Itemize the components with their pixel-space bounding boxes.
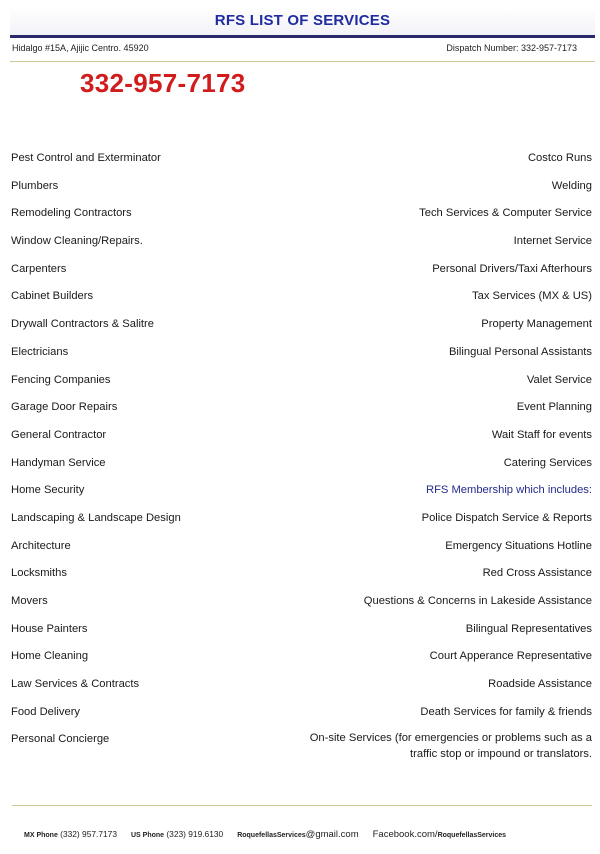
- service-item: Pest Control and Exterminator: [11, 152, 161, 164]
- service-item: Tech Services & Computer Service: [419, 207, 592, 220]
- service-item: Window Cleaning/Repairs.: [11, 235, 143, 248]
- facebook-page: RoquefellasServices: [437, 832, 507, 839]
- service-item: Tax Services (MX & US): [472, 290, 592, 303]
- mx-phone-number: (332) 957.7173: [60, 829, 117, 839]
- service-item: House Painters: [11, 622, 88, 635]
- footer-contacts: [24, 829, 506, 840]
- title-bar: [10, 8, 595, 38]
- service-item: Remodeling Contractors: [11, 207, 132, 220]
- main-phone-number: 332-957-7173: [80, 68, 246, 98]
- facebook-link[interactable]: [373, 829, 506, 840]
- service-item: Wait Staff for events: [491, 428, 592, 441]
- mx-phone: [24, 829, 117, 840]
- service-item: Personal Drivers/Taxi Afterhours: [432, 262, 592, 275]
- membership-item: Roadside Assistance: [488, 678, 592, 691]
- service-item: Electricians: [11, 345, 69, 358]
- membership-item: Questions & Concerns in Lakeside Assistance: [363, 595, 592, 607]
- service-item: Event Planning: [516, 401, 592, 414]
- membership-item: Court Apperance Representative: [429, 650, 592, 663]
- service-item: Cabinet Builders: [11, 290, 94, 303]
- membership-item: Police Dispatch Service & Reports: [421, 511, 592, 524]
- dispatch-number: Dispatch Number: 332-957-7173: [446, 43, 577, 53]
- bottom-divider: [12, 805, 592, 806]
- service-item: Landscaping & Landscape Design: [11, 511, 181, 524]
- mx-phone-label: MX Phone: [24, 832, 58, 839]
- address-row: [12, 43, 577, 53]
- service-item: Architecture: [11, 539, 71, 552]
- membership-item: Death Services for family & friends: [420, 705, 592, 718]
- address-text: Hidalgo #15A, Ajijic Centro. 45920: [12, 43, 149, 53]
- service-item: General Contractor: [11, 428, 107, 441]
- page-title: RFS LIST OF SERVICES: [214, 12, 391, 29]
- service-item: Home Security: [11, 484, 85, 497]
- top-divider: [10, 61, 595, 62]
- service-item: Home Cleaning: [11, 650, 89, 663]
- service-item: Carpenters: [11, 262, 67, 275]
- service-item: Catering Services: [503, 456, 592, 469]
- service-item: Costco Runs: [527, 152, 592, 164]
- service-item: Property Management: [481, 318, 592, 331]
- membership-item: On-site Services (for emergencies or problems such as a traffic stop or impound or translators.: [309, 732, 592, 761]
- service-item: Fencing Companies: [11, 373, 111, 386]
- membership-heading: RFS Membership which includes:: [425, 484, 592, 497]
- us-phone-label: US Phone: [130, 832, 165, 839]
- service-item: Valet Service: [526, 373, 592, 386]
- right-services-list: [280, 145, 592, 762]
- email-user: RoquefellasServices: [237, 832, 306, 839]
- us-phone: [131, 829, 223, 840]
- service-item: Handyman Service: [11, 456, 106, 469]
- email-address[interactable]: [237, 829, 358, 840]
- membership-item: Red Cross Assistance: [482, 567, 592, 580]
- service-item: Internet Service: [513, 235, 592, 248]
- service-item: Plumbers: [11, 179, 59, 192]
- service-item: Movers: [11, 595, 48, 607]
- service-item: Personal Concierge: [11, 733, 110, 746]
- service-item: Drywall Contractors & Salitre: [11, 318, 154, 331]
- service-item: Welding: [551, 179, 592, 192]
- left-services-list: [11, 145, 271, 754]
- service-item: Locksmiths: [11, 567, 67, 580]
- facebook-prefix: Facebook.com/: [372, 829, 438, 840]
- service-item: Food Delivery: [11, 705, 81, 718]
- email-domain: @gmail.com: [305, 829, 359, 840]
- service-item: Law Services & Contracts: [11, 678, 140, 691]
- service-item: Bilingual Personal Assistants: [448, 345, 592, 358]
- us-phone-number: (323) 919.6130: [166, 829, 224, 839]
- service-item: Garage Door Repairs: [11, 401, 118, 414]
- membership-item: Emergency Situations Hotline: [445, 539, 592, 552]
- membership-item: Bilingual Representatives: [465, 622, 592, 635]
